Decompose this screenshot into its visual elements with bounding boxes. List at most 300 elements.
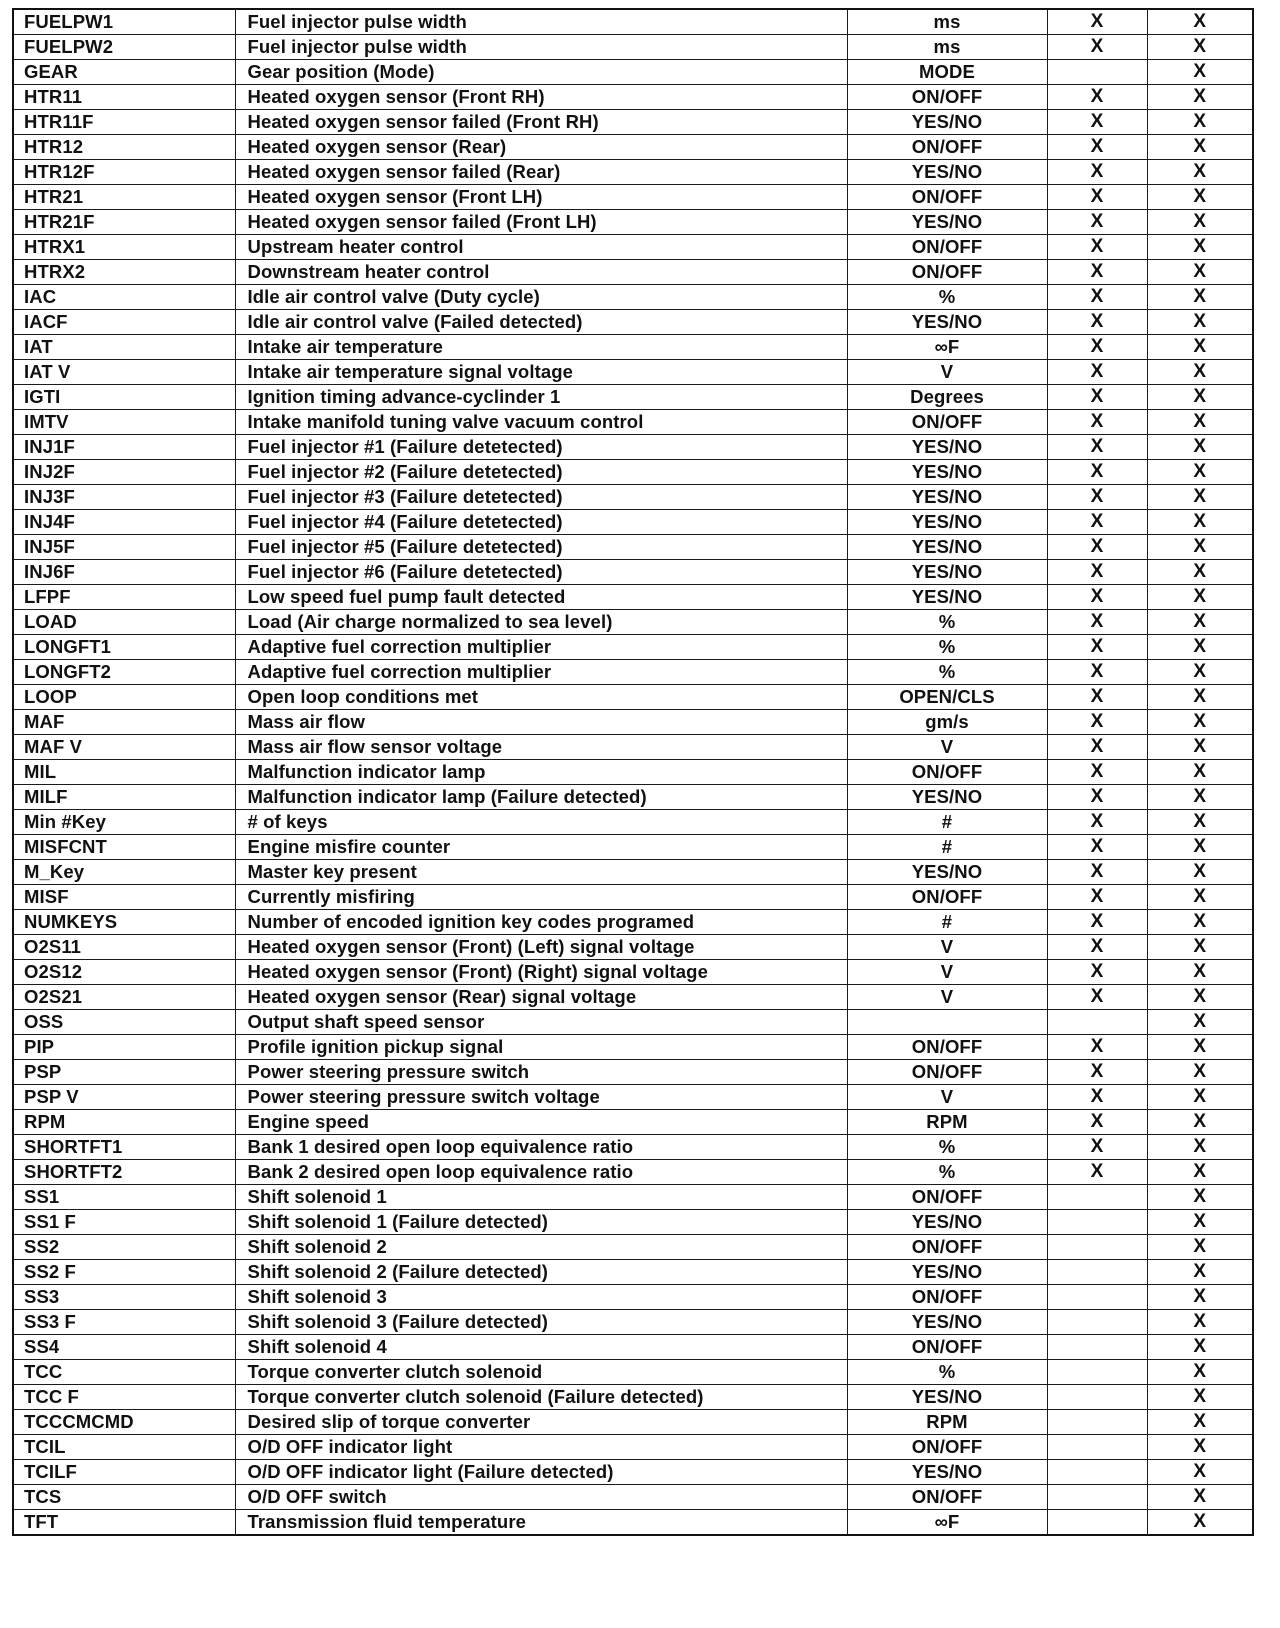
availability-mark-a-cell: X bbox=[1047, 910, 1147, 935]
availability-mark-b-cell: X bbox=[1147, 1060, 1253, 1085]
parameter-unit-cell: V bbox=[847, 1085, 1047, 1110]
availability-mark-a-cell: X bbox=[1047, 560, 1147, 585]
parameter-name-cell: HTR11 bbox=[13, 85, 235, 110]
parameter-description-cell: Fuel injector pulse width bbox=[235, 35, 847, 60]
table-row bbox=[13, 285, 1253, 310]
availability-mark-a-cell bbox=[1047, 1510, 1147, 1536]
parameter-name-cell: HTR11F bbox=[13, 110, 235, 135]
table-row bbox=[13, 235, 1253, 260]
availability-mark-b-cell: X bbox=[1147, 210, 1253, 235]
parameter-description-cell: Heated oxygen sensor failed (Rear) bbox=[235, 160, 847, 185]
availability-mark-a-cell: X bbox=[1047, 660, 1147, 685]
parameter-unit-cell: ON/OFF bbox=[847, 1060, 1047, 1085]
parameter-unit-cell: YES/NO bbox=[847, 310, 1047, 335]
parameter-name-cell: SS3 F bbox=[13, 1310, 235, 1335]
availability-mark-a-cell: X bbox=[1047, 835, 1147, 860]
parameter-description-cell: Profile ignition pickup signal bbox=[235, 1035, 847, 1060]
availability-mark-a-cell bbox=[1047, 1235, 1147, 1260]
table-row bbox=[13, 960, 1253, 985]
parameter-name-cell: SHORTFT2 bbox=[13, 1160, 235, 1185]
parameter-unit-cell: V bbox=[847, 935, 1047, 960]
parameter-unit-cell: % bbox=[847, 1135, 1047, 1160]
table-row bbox=[13, 760, 1253, 785]
parameter-name-cell: RPM bbox=[13, 1110, 235, 1135]
table-row bbox=[13, 560, 1253, 585]
parameter-unit-cell: ON/OFF bbox=[847, 1335, 1047, 1360]
availability-mark-b-cell: X bbox=[1147, 1235, 1253, 1260]
parameter-name-cell: HTR21F bbox=[13, 210, 235, 235]
parameter-unit-cell: RPM bbox=[847, 1410, 1047, 1435]
parameter-description-cell: Fuel injector #3 (Failure detetected) bbox=[235, 485, 847, 510]
table-row bbox=[13, 60, 1253, 85]
availability-mark-b-cell: X bbox=[1147, 335, 1253, 360]
parameter-description-cell: Heated oxygen sensor failed (Front RH) bbox=[235, 110, 847, 135]
availability-mark-a-cell: X bbox=[1047, 1135, 1147, 1160]
parameter-unit-cell bbox=[847, 1010, 1047, 1035]
availability-mark-b-cell: X bbox=[1147, 60, 1253, 85]
availability-mark-b-cell: X bbox=[1147, 1010, 1253, 1035]
availability-mark-a-cell: X bbox=[1047, 110, 1147, 135]
table-row bbox=[13, 310, 1253, 335]
parameter-unit-cell: V bbox=[847, 960, 1047, 985]
availability-mark-b-cell: X bbox=[1147, 1260, 1253, 1285]
table-row bbox=[13, 1185, 1253, 1210]
availability-mark-b-cell: X bbox=[1147, 1210, 1253, 1235]
parameter-description-cell: Heated oxygen sensor (Front LH) bbox=[235, 185, 847, 210]
parameter-description-cell: Mass air flow bbox=[235, 710, 847, 735]
parameter-unit-cell: ON/OFF bbox=[847, 1285, 1047, 1310]
parameter-name-cell: GEAR bbox=[13, 60, 235, 85]
availability-mark-a-cell: X bbox=[1047, 1035, 1147, 1060]
document-page bbox=[12, 8, 1252, 1608]
parameter-name-cell: HTRX1 bbox=[13, 235, 235, 260]
parameter-description-cell: Adaptive fuel correction multiplier bbox=[235, 635, 847, 660]
parameter-unit-cell: YES/NO bbox=[847, 860, 1047, 885]
availability-mark-b-cell: X bbox=[1147, 1185, 1253, 1210]
parameter-name-cell: O2S21 bbox=[13, 985, 235, 1010]
availability-mark-a-cell: X bbox=[1047, 810, 1147, 835]
parameter-unit-cell: % bbox=[847, 1360, 1047, 1385]
parameter-unit-cell: YES/NO bbox=[847, 535, 1047, 560]
table-row bbox=[13, 1335, 1253, 1360]
table-row bbox=[13, 1235, 1253, 1260]
parameter-name-cell: O2S11 bbox=[13, 935, 235, 960]
availability-mark-a-cell: X bbox=[1047, 410, 1147, 435]
parameter-name-cell: SS3 bbox=[13, 1285, 235, 1310]
parameter-unit-cell: % bbox=[847, 1160, 1047, 1185]
availability-mark-a-cell: X bbox=[1047, 160, 1147, 185]
parameter-name-cell: INJ3F bbox=[13, 485, 235, 510]
availability-mark-a-cell bbox=[1047, 1210, 1147, 1235]
availability-mark-a-cell: X bbox=[1047, 635, 1147, 660]
parameter-unit-cell: YES/NO bbox=[847, 1460, 1047, 1485]
availability-mark-b-cell: X bbox=[1147, 260, 1253, 285]
parameter-name-cell: LOAD bbox=[13, 610, 235, 635]
parameter-unit-cell: YES/NO bbox=[847, 210, 1047, 235]
availability-mark-b-cell: X bbox=[1147, 585, 1253, 610]
parameter-description-cell: Heated oxygen sensor failed (Front LH) bbox=[235, 210, 847, 235]
parameter-description-cell: Heated oxygen sensor (Rear) signal voltage bbox=[235, 985, 847, 1010]
parameter-unit-cell: V bbox=[847, 985, 1047, 1010]
table-row bbox=[13, 910, 1253, 935]
parameter-description-cell: Mass air flow sensor voltage bbox=[235, 735, 847, 760]
table-row bbox=[13, 635, 1253, 660]
availability-mark-b-cell: X bbox=[1147, 885, 1253, 910]
parameter-description-cell: Torque converter clutch solenoid bbox=[235, 1360, 847, 1385]
availability-mark-b-cell: X bbox=[1147, 910, 1253, 935]
table-row bbox=[13, 685, 1253, 710]
parameter-unit-cell: MODE bbox=[847, 60, 1047, 85]
parameter-description-cell: O/D OFF switch bbox=[235, 1485, 847, 1510]
availability-mark-a-cell: X bbox=[1047, 235, 1147, 260]
availability-mark-a-cell: X bbox=[1047, 760, 1147, 785]
parameter-name-cell: SHORTFT1 bbox=[13, 1135, 235, 1160]
availability-mark-b-cell: X bbox=[1147, 1135, 1253, 1160]
table-row bbox=[13, 1285, 1253, 1310]
table-row bbox=[13, 460, 1253, 485]
parameter-name-cell: INJ1F bbox=[13, 435, 235, 460]
parameter-unit-cell: ON/OFF bbox=[847, 1035, 1047, 1060]
parameter-name-cell: INJ2F bbox=[13, 460, 235, 485]
parameter-unit-cell: YES/NO bbox=[847, 485, 1047, 510]
availability-mark-a-cell: X bbox=[1047, 335, 1147, 360]
parameter-name-cell: IAT bbox=[13, 335, 235, 360]
availability-mark-a-cell: X bbox=[1047, 735, 1147, 760]
table-row bbox=[13, 35, 1253, 60]
parameter-name-cell: MAF bbox=[13, 710, 235, 735]
availability-mark-a-cell: X bbox=[1047, 285, 1147, 310]
parameter-description-cell: Number of encoded ignition key codes programed bbox=[235, 910, 847, 935]
availability-mark-b-cell: X bbox=[1147, 110, 1253, 135]
parameter-name-cell: INJ6F bbox=[13, 560, 235, 585]
availability-mark-b-cell: X bbox=[1147, 935, 1253, 960]
parameter-unit-cell: gm/s bbox=[847, 710, 1047, 735]
parameter-name-cell: FUELPW1 bbox=[13, 9, 235, 35]
availability-mark-a-cell: X bbox=[1047, 185, 1147, 210]
availability-mark-a-cell bbox=[1047, 1385, 1147, 1410]
parameter-description-cell: Downstream heater control bbox=[235, 260, 847, 285]
availability-mark-a-cell: X bbox=[1047, 485, 1147, 510]
availability-mark-b-cell: X bbox=[1147, 1460, 1253, 1485]
availability-mark-a-cell: X bbox=[1047, 385, 1147, 410]
availability-mark-a-cell: X bbox=[1047, 535, 1147, 560]
parameter-name-cell: SS4 bbox=[13, 1335, 235, 1360]
parameter-unit-cell: YES/NO bbox=[847, 110, 1047, 135]
availability-mark-a-cell: X bbox=[1047, 1060, 1147, 1085]
parameter-description-cell: Idle air control valve (Duty cycle) bbox=[235, 285, 847, 310]
parameter-description-cell: Malfunction indicator lamp (Failure detected) bbox=[235, 785, 847, 810]
parameter-unit-cell: YES/NO bbox=[847, 435, 1047, 460]
availability-mark-a-cell: X bbox=[1047, 135, 1147, 160]
table-row bbox=[13, 1085, 1253, 1110]
parameter-description-cell: Engine speed bbox=[235, 1110, 847, 1135]
parameter-name-cell: Min #Key bbox=[13, 810, 235, 835]
parameter-description-cell: Open loop conditions met bbox=[235, 685, 847, 710]
table-row bbox=[13, 385, 1253, 410]
parameter-description-cell: Gear position (Mode) bbox=[235, 60, 847, 85]
parameter-name-cell: TCC F bbox=[13, 1385, 235, 1410]
availability-mark-a-cell: X bbox=[1047, 9, 1147, 35]
table-row bbox=[13, 1310, 1253, 1335]
availability-mark-b-cell: X bbox=[1147, 235, 1253, 260]
availability-mark-a-cell: X bbox=[1047, 460, 1147, 485]
availability-mark-b-cell: X bbox=[1147, 1285, 1253, 1310]
parameter-description-cell: Shift solenoid 1 bbox=[235, 1185, 847, 1210]
availability-mark-b-cell: X bbox=[1147, 960, 1253, 985]
parameter-name-cell: HTR12F bbox=[13, 160, 235, 185]
availability-mark-a-cell: X bbox=[1047, 1160, 1147, 1185]
availability-mark-a-cell: X bbox=[1047, 1085, 1147, 1110]
table-row bbox=[13, 660, 1253, 685]
availability-mark-b-cell: X bbox=[1147, 810, 1253, 835]
parameter-unit-cell: YES/NO bbox=[847, 585, 1047, 610]
availability-mark-b-cell: X bbox=[1147, 535, 1253, 560]
parameter-unit-cell: YES/NO bbox=[847, 460, 1047, 485]
availability-mark-b-cell: X bbox=[1147, 285, 1253, 310]
availability-mark-b-cell: X bbox=[1147, 1435, 1253, 1460]
parameter-description-cell: O/D OFF indicator light bbox=[235, 1435, 847, 1460]
parameter-name-cell: INJ4F bbox=[13, 510, 235, 535]
availability-mark-a-cell: X bbox=[1047, 860, 1147, 885]
availability-mark-a-cell: X bbox=[1047, 85, 1147, 110]
parameter-description-cell: Adaptive fuel correction multiplier bbox=[235, 660, 847, 685]
parameter-name-cell: SS1 bbox=[13, 1185, 235, 1210]
parameter-name-cell: MIL bbox=[13, 760, 235, 785]
parameter-name-cell: LOOP bbox=[13, 685, 235, 710]
parameter-name-cell: TCS bbox=[13, 1485, 235, 1510]
parameter-unit-cell: # bbox=[847, 835, 1047, 860]
parameter-description-cell: Fuel injector #6 (Failure detetected) bbox=[235, 560, 847, 585]
availability-mark-b-cell: X bbox=[1147, 1485, 1253, 1510]
parameter-name-cell: OSS bbox=[13, 1010, 235, 1035]
table-row bbox=[13, 1135, 1253, 1160]
availability-mark-b-cell: X bbox=[1147, 485, 1253, 510]
table-row bbox=[13, 835, 1253, 860]
parameter-name-cell: IMTV bbox=[13, 410, 235, 435]
parameter-unit-cell: ON/OFF bbox=[847, 760, 1047, 785]
parameter-unit-cell: ON/OFF bbox=[847, 135, 1047, 160]
parameter-description-cell: Intake manifold tuning valve vacuum control bbox=[235, 410, 847, 435]
parameter-unit-cell: % bbox=[847, 285, 1047, 310]
parameter-description-cell: Fuel injector #1 (Failure detetected) bbox=[235, 435, 847, 460]
table-row bbox=[13, 710, 1253, 735]
parameter-name-cell: HTR21 bbox=[13, 185, 235, 210]
table-row bbox=[13, 85, 1253, 110]
availability-mark-a-cell bbox=[1047, 60, 1147, 85]
availability-mark-b-cell: X bbox=[1147, 9, 1253, 35]
availability-mark-b-cell: X bbox=[1147, 35, 1253, 60]
parameter-description-cell: Fuel injector #5 (Failure detetected) bbox=[235, 535, 847, 560]
table-row bbox=[13, 860, 1253, 885]
availability-mark-a-cell: X bbox=[1047, 35, 1147, 60]
table-row bbox=[13, 1035, 1253, 1060]
parameter-name-cell: LFPF bbox=[13, 585, 235, 610]
parameter-name-cell: MAF V bbox=[13, 735, 235, 760]
parameter-unit-cell: YES/NO bbox=[847, 1210, 1047, 1235]
table-row bbox=[13, 260, 1253, 285]
parameter-unit-cell: YES/NO bbox=[847, 1310, 1047, 1335]
table-row bbox=[13, 485, 1253, 510]
availability-mark-b-cell: X bbox=[1147, 1110, 1253, 1135]
parameter-unit-cell: ms bbox=[847, 9, 1047, 35]
parameter-description-cell: Heated oxygen sensor (Front) (Right) signal voltage bbox=[235, 960, 847, 985]
table-row bbox=[13, 510, 1253, 535]
parameter-description-cell: Shift solenoid 2 bbox=[235, 1235, 847, 1260]
availability-mark-b-cell: X bbox=[1147, 1385, 1253, 1410]
parameter-unit-cell: % bbox=[847, 660, 1047, 685]
parameter-name-cell: IAC bbox=[13, 285, 235, 310]
table-row bbox=[13, 935, 1253, 960]
availability-mark-a-cell bbox=[1047, 1310, 1147, 1335]
parameter-unit-cell: V bbox=[847, 360, 1047, 385]
availability-mark-a-cell: X bbox=[1047, 1110, 1147, 1135]
availability-mark-a-cell bbox=[1047, 1485, 1147, 1510]
availability-mark-b-cell: X bbox=[1147, 835, 1253, 860]
availability-mark-b-cell: X bbox=[1147, 860, 1253, 885]
parameter-description-cell: Load (Air charge normalized to sea level) bbox=[235, 610, 847, 635]
parameter-description-cell: O/D OFF indicator light (Failure detected) bbox=[235, 1460, 847, 1485]
parameter-name-cell: FUELPW2 bbox=[13, 35, 235, 60]
table-row bbox=[13, 810, 1253, 835]
availability-mark-a-cell bbox=[1047, 1285, 1147, 1310]
parameter-name-cell: INJ5F bbox=[13, 535, 235, 560]
parameter-description-cell: Shift solenoid 3 (Failure detected) bbox=[235, 1310, 847, 1335]
parameter-unit-cell: ON/OFF bbox=[847, 235, 1047, 260]
table-row bbox=[13, 610, 1253, 635]
parameter-name-cell: PSP bbox=[13, 1060, 235, 1085]
table-row bbox=[13, 135, 1253, 160]
parameter-description-cell: Intake air temperature bbox=[235, 335, 847, 360]
availability-mark-b-cell: X bbox=[1147, 710, 1253, 735]
parameter-name-cell: MISFCNT bbox=[13, 835, 235, 860]
parameter-name-cell: HTR12 bbox=[13, 135, 235, 160]
parameter-description-cell: Intake air temperature signal voltage bbox=[235, 360, 847, 385]
parameter-name-cell: SS2 bbox=[13, 1235, 235, 1260]
availability-mark-a-cell: X bbox=[1047, 985, 1147, 1010]
parameter-name-cell: SS1 F bbox=[13, 1210, 235, 1235]
parameter-table bbox=[12, 8, 1254, 1536]
parameter-name-cell: TCILF bbox=[13, 1460, 235, 1485]
parameter-name-cell: IACF bbox=[13, 310, 235, 335]
availability-mark-b-cell: X bbox=[1147, 410, 1253, 435]
parameter-unit-cell: ON/OFF bbox=[847, 885, 1047, 910]
availability-mark-a-cell bbox=[1047, 1185, 1147, 1210]
table-row bbox=[13, 1260, 1253, 1285]
availability-mark-b-cell: X bbox=[1147, 1160, 1253, 1185]
availability-mark-b-cell: X bbox=[1147, 760, 1253, 785]
table-row bbox=[13, 1160, 1253, 1185]
availability-mark-a-cell: X bbox=[1047, 785, 1147, 810]
parameter-description-cell: Shift solenoid 4 bbox=[235, 1335, 847, 1360]
parameter-unit-cell: ON/OFF bbox=[847, 410, 1047, 435]
availability-mark-a-cell bbox=[1047, 1435, 1147, 1460]
availability-mark-a-cell: X bbox=[1047, 885, 1147, 910]
availability-mark-b-cell: X bbox=[1147, 985, 1253, 1010]
parameter-unit-cell: # bbox=[847, 910, 1047, 935]
table-row bbox=[13, 185, 1253, 210]
availability-mark-a-cell: X bbox=[1047, 435, 1147, 460]
availability-mark-b-cell: X bbox=[1147, 460, 1253, 485]
parameter-description-cell: Fuel injector pulse width bbox=[235, 9, 847, 35]
parameter-description-cell: Master key present bbox=[235, 860, 847, 885]
parameter-description-cell: Power steering pressure switch voltage bbox=[235, 1085, 847, 1110]
table-row bbox=[13, 1510, 1253, 1536]
parameter-unit-cell: ∞F bbox=[847, 1510, 1047, 1536]
availability-mark-b-cell: X bbox=[1147, 185, 1253, 210]
table-row bbox=[13, 1485, 1253, 1510]
parameter-unit-cell: Degrees bbox=[847, 385, 1047, 410]
availability-mark-b-cell: X bbox=[1147, 1510, 1253, 1536]
parameter-description-cell: Idle air control valve (Failed detected) bbox=[235, 310, 847, 335]
parameter-description-cell: Malfunction indicator lamp bbox=[235, 760, 847, 785]
parameter-name-cell: NUMKEYS bbox=[13, 910, 235, 935]
parameter-description-cell: Shift solenoid 1 (Failure detected) bbox=[235, 1210, 847, 1235]
availability-mark-b-cell: X bbox=[1147, 785, 1253, 810]
parameter-name-cell: MISF bbox=[13, 885, 235, 910]
table-row bbox=[13, 985, 1253, 1010]
parameter-unit-cell: YES/NO bbox=[847, 1260, 1047, 1285]
parameter-unit-cell: ON/OFF bbox=[847, 1185, 1047, 1210]
parameter-unit-cell: OPEN/CLS bbox=[847, 685, 1047, 710]
parameter-name-cell: IAT V bbox=[13, 360, 235, 385]
availability-mark-a-cell: X bbox=[1047, 585, 1147, 610]
table-row bbox=[13, 160, 1253, 185]
availability-mark-a-cell bbox=[1047, 1335, 1147, 1360]
table-row bbox=[13, 1210, 1253, 1235]
table-row bbox=[13, 1060, 1253, 1085]
parameter-unit-cell: ON/OFF bbox=[847, 260, 1047, 285]
availability-mark-a-cell: X bbox=[1047, 610, 1147, 635]
availability-mark-b-cell: X bbox=[1147, 160, 1253, 185]
availability-mark-b-cell: X bbox=[1147, 1410, 1253, 1435]
table-row bbox=[13, 1435, 1253, 1460]
table-row bbox=[13, 1360, 1253, 1385]
parameter-name-cell: TCCCMCMD bbox=[13, 1410, 235, 1435]
parameter-description-cell: Heated oxygen sensor (Front RH) bbox=[235, 85, 847, 110]
parameter-unit-cell: ON/OFF bbox=[847, 1485, 1047, 1510]
table-row bbox=[13, 535, 1253, 560]
parameter-description-cell: Power steering pressure switch bbox=[235, 1060, 847, 1085]
availability-mark-a-cell bbox=[1047, 1410, 1147, 1435]
parameter-description-cell: Low speed fuel pump fault detected bbox=[235, 585, 847, 610]
parameter-description-cell: Output shaft speed sensor bbox=[235, 1010, 847, 1035]
availability-mark-b-cell: X bbox=[1147, 85, 1253, 110]
availability-mark-a-cell bbox=[1047, 1010, 1147, 1035]
parameter-unit-cell: ∞F bbox=[847, 335, 1047, 360]
parameter-description-cell: Torque converter clutch solenoid (Failure detected) bbox=[235, 1385, 847, 1410]
parameter-name-cell: TFT bbox=[13, 1510, 235, 1536]
availability-mark-b-cell: X bbox=[1147, 135, 1253, 160]
parameter-unit-cell: YES/NO bbox=[847, 160, 1047, 185]
parameter-name-cell: LONGFT1 bbox=[13, 635, 235, 660]
table-row bbox=[13, 435, 1253, 460]
availability-mark-b-cell: X bbox=[1147, 510, 1253, 535]
parameter-name-cell: TCIL bbox=[13, 1435, 235, 1460]
parameter-description-cell: Ignition timing advance-cyclinder 1 bbox=[235, 385, 847, 410]
availability-mark-a-cell: X bbox=[1047, 935, 1147, 960]
availability-mark-a-cell bbox=[1047, 1260, 1147, 1285]
table-row bbox=[13, 1110, 1253, 1135]
parameter-unit-cell: RPM bbox=[847, 1110, 1047, 1135]
parameter-unit-cell: % bbox=[847, 635, 1047, 660]
table-row bbox=[13, 885, 1253, 910]
parameter-table-body bbox=[13, 9, 1253, 1535]
parameter-description-cell: Transmission fluid temperature bbox=[235, 1510, 847, 1536]
availability-mark-b-cell: X bbox=[1147, 1310, 1253, 1335]
parameter-unit-cell: ON/OFF bbox=[847, 185, 1047, 210]
parameter-description-cell: Shift solenoid 3 bbox=[235, 1285, 847, 1310]
table-row bbox=[13, 1010, 1253, 1035]
